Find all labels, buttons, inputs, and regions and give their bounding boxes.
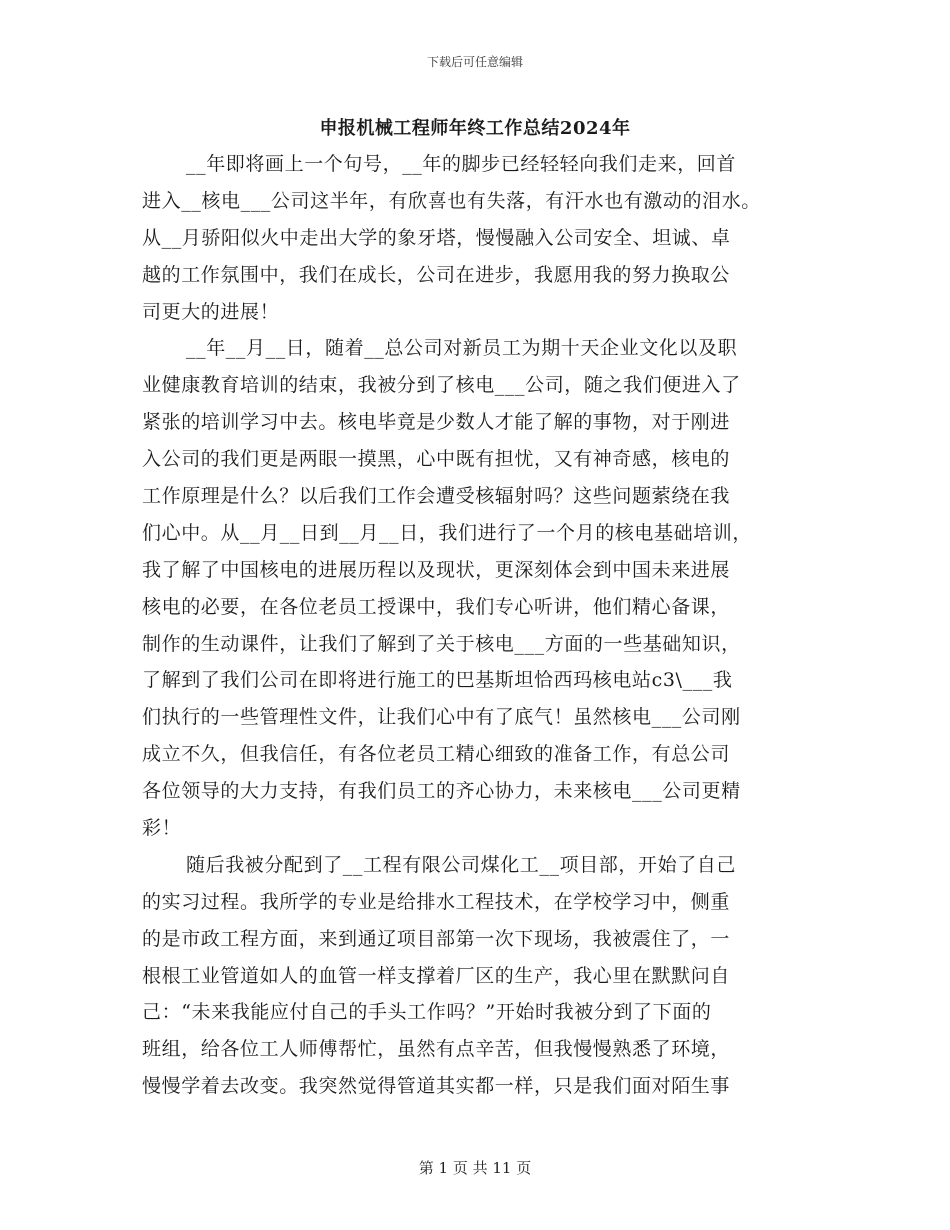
text-line: 各位领导的大力支持，有我们员工的齐心协力，未来核电___公司更精	[142, 780, 741, 803]
text-line: __年__月__日，随着__总公司对新员工为期十天企业文化以及职	[186, 337, 738, 360]
text-line: 了解到了我们公司在即将进行施工的巴基斯坦恰西玛核电站c3\___我	[142, 669, 733, 692]
text-line: 成立不久，但我信任，有各位老员工精心细致的准备工作，有总公司	[142, 743, 731, 766]
text-line: 彩！	[142, 817, 182, 840]
text-line: 制作的生动课件，让我们了解到了关于核电___方面的一些基础知识，	[142, 632, 741, 655]
text-line: 随后我被分配到了__工程有限公司煤化工__项目部，开始了自己	[186, 853, 737, 876]
header-note: 下载后可任意编辑	[426, 55, 523, 69]
text-line: 工作原理是什么？以后我们工作会遭受核辐射吗？这些问题萦绕在我	[142, 485, 731, 508]
document-title: 申报机械工程师年终工作总结2024年	[319, 118, 631, 139]
paragraph-1	[142, 146, 824, 330]
text-line: 们心中。从__月__日到__月__日，我们进行了一个月的核电基础培训，	[142, 521, 753, 544]
text-line: 核电的必要，在各位老员工授课中，我们专心听讲，他们精心备课，	[142, 595, 731, 618]
document-body	[142, 146, 824, 1105]
text-line: 入公司的我们更是两眼一摸黑，心中既有担忧，又有神奇感，核电的	[142, 448, 731, 471]
page-number-footer: 第 1 页 共 11 页	[418, 1159, 532, 1177]
text-line: 我了解了中国核电的进展历程以及现状，更深刻体会到中国未来进展	[142, 558, 731, 581]
text-line: 从__月骄阳似火中走出大学的象牙塔，慢慢融入公司安全、坦诚、卓	[142, 226, 731, 249]
text-line: 们执行的一些管理性文件，让我们心中有了底气！虽然核电___公司刚	[142, 706, 741, 729]
text-line: 越的工作氛围中，我们在成长，公司在进步，我愿用我的努力换取公	[142, 263, 731, 286]
text-line: 班组，给各位工人师傅帮忙，虽然有点辛苦，但我慢慢熟悉了环境，	[142, 1038, 731, 1061]
text-line: 紧张的培训学习中去。核电毕竟是少数人才能了解的事物，对于刚进	[142, 411, 731, 434]
paragraph-3	[142, 847, 824, 1105]
paragraph-2	[142, 330, 824, 846]
text-line: 业健康教育培训的结束，我被分到了核电___公司，随之我们便进入了	[142, 374, 741, 397]
text-line: __年即将画上一个句号，__年的脚步已经轻轻向我们走来，回首	[186, 153, 737, 175]
text-line: 己：“未来我能应付自己的手头工作吗？”开始时我被分到了下面的	[142, 1001, 712, 1024]
text-line: 的实习过程。我所学的专业是给排水工程技术，在学校学习中，侧重	[142, 890, 731, 913]
text-line: 的是市政工程方面，来到通辽项目部第一次下现场，我被震住了，一	[142, 927, 731, 950]
text-line: 慢慢学着去改变。我突然觉得管道其实都一样，只是我们面对陌生事	[142, 1075, 731, 1098]
text-line: 根根工业管道如人的血管一样支撑着厂区的生产，我心里在默默问自	[142, 964, 731, 987]
text-line: 进入__核电___公司这半年，有欣喜也有失落，有汗水也有激动的泪水。	[142, 189, 761, 212]
text-line: 司更大的进展！	[142, 300, 280, 323]
